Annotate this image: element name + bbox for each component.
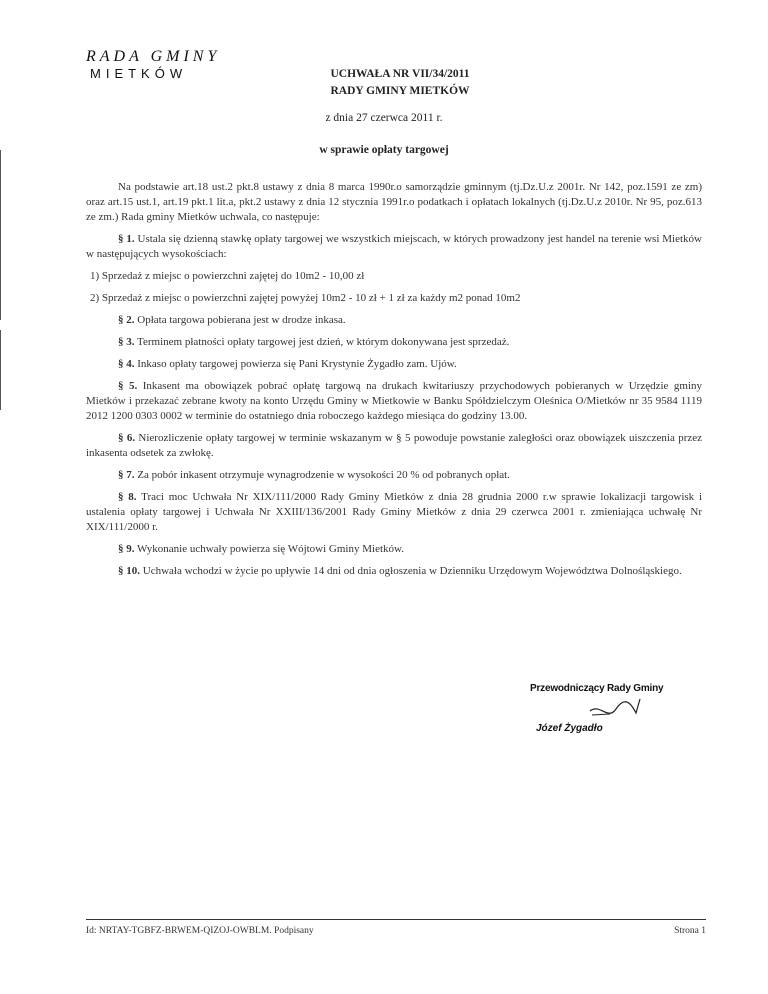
signatory-name: Józef Żygadło [536,723,603,734]
document-body [86,180,702,586]
paragraph-9 [86,542,702,557]
section-text: Wykonanie uchwały powierza się Wójtowi Gminy Mietków. [134,543,404,555]
section-text: Za pobór inkasent otrzymuje wynagrodzenie w wysokości 20 % od pobranych opłat. [134,469,510,481]
section-text: Inkaso opłaty targowej powierza się Pani Krystynie Żygadło zam. Ujów. [134,358,457,370]
section-label: § 7. [118,469,135,481]
section-text: Inkasent ma obowiązek pobrać opłatę targową na drukach kwitariuszy przychodowych pobieranych w Urzędzie gminy Mietków i przekazać zebrane kwoty na konto Urzędu Gminy w Mietkowie w Banku Spółdzielczym Oleśnica O/Mietków nr 35 9584 1119 2012 1200 0303 0002 w terminie do ostatniego dnia roboczego każdego miesiąca do godziny 13.00. [86,380,703,422]
paragraph-10 [86,564,702,579]
section-label: § 4. [118,358,135,370]
scan-edge-mark [0,330,1,410]
paragraph-3 [86,335,702,350]
document-id: Id: NRTAY-TGBFZ-BRWEM-QIZOJ-OWBLM. Podpisany [86,926,314,936]
resolution-number: UCHWAŁA NR VII/34/2011 [330,68,470,80]
section-text: Terminem płatności opłaty targowej jest dzień, w którym dokonywana jest sprzedaż. [134,336,510,348]
section-label: § 6. [118,432,136,444]
section-label: § 10. [118,565,140,577]
list-item: 2) Sprzedaż z miejsc o powierzchni zajętej powyżej 10m2 - 10 zł + 1 zł za każdy m2 ponad 10m2 [90,292,521,304]
resolution-subject: w sprawie opłaty targowej [319,144,449,156]
page-number: Strona 1 [674,926,706,936]
paragraph-4 [86,357,702,372]
paragraph-6 [86,431,702,461]
council-stamp [86,48,236,81]
paragraph-7 [86,468,702,483]
council-stamp-line2: MIETKÓW [90,66,188,81]
list-item: 1) Sprzedaż z miejsc o powierzchni zajętej do 10m2 - 10,00 zł [90,270,365,282]
section-text: Uchwała wchodzi w życie po upływie 14 dni od dnia ogłoszenia w Dzienniku Urzędowym Województwa Dolnośląskiego. [140,565,682,577]
council-stamp-line1: RADA GMINY [86,48,221,65]
section-text: Traci moc Uchwała Nr XIX/111/2000 Rady Gminy Mietków z dnia 28 grudnia 2000 r.w sprawie lokalizacji targowisk i ustalenia opłaty targowej i Uchwała Nr XXIII/136/2001 Rady Gminy Mietków z dnia 29 czerwca 2001 r. zmieniająca uchwałę Nr XIX/111/2000 r. [86,491,703,533]
section-label: § 9. [118,543,135,555]
section-label: § 3. [118,336,135,348]
section-label: § 5. [118,380,138,392]
signatory-role: Przewodniczący Rady Gminy [530,683,664,694]
resolution-date: z dnia 27 czerwca 2011 r. [325,112,443,124]
paragraph-1 [86,232,702,262]
resolution-title [290,66,510,100]
section-text: Ustala się dzienną stawkę opłaty targowej we wszystkich miejscach, w których prowadzony jest handel na terenie wsi Mietków w następujących wysokościach: [86,233,702,260]
footer-divider [86,919,706,920]
paragraph-5 [86,379,702,424]
signature-block [530,683,710,753]
section-label: § 2. [118,314,135,326]
section-label: § 1. [118,233,135,245]
scan-edge-mark [0,150,1,320]
paragraph-8 [86,490,702,535]
resolution-issuer: RADY GMINY MIETKÓW [330,85,470,97]
paragraph-2 [86,313,702,328]
preamble: Na podstawie art.18 ust.2 pkt.8 ustawy z dnia 8 marca 1990r.o samorządzie gminnym (tj.Dz.U.z 2001r. Nr 142, poz.1591 ze zm) oraz art.15 ust.1, art.19 pkt.1 lit.a, pkt.2 ustawy z dnia 12 stycznia 1991r.o podatkach i opłatach lokalnych (tj.Dz.U.z 2010r. Nr 95, poz.613 ze zm.) Rada gminy Mietków uchwala, co następuje: [86,181,702,223]
section-text: Opłata targowa pobierana jest w drodze inkasa. [134,314,346,326]
section-text: Nierozliczenie opłaty targowej w terminie wskazanym w § 5 powoduje powstanie zaległości oraz obowiązek uiszczenia przez inkasenta odsetek za zwłokę. [86,432,703,459]
section-label: § 8. [118,491,137,503]
